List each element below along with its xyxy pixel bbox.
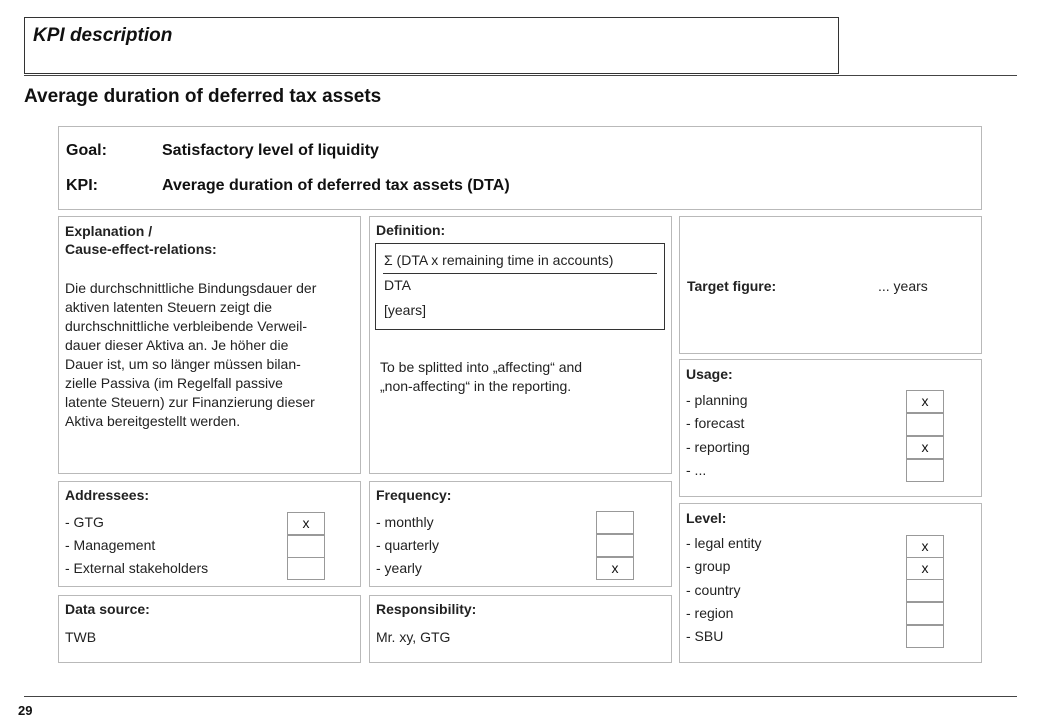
target-label: Target figure: (687, 278, 777, 294)
usage-checkbox-planning[interactable]: x (906, 390, 944, 413)
level-checkbox-country[interactable] (906, 579, 944, 602)
level-checkbox-legal-entity[interactable]: x (906, 535, 944, 558)
addressee-external: - External stakeholders (65, 560, 209, 576)
explanation-line: durchschnittliche verbleibende Verweil- (65, 318, 308, 334)
goal-key: Goal: (66, 142, 107, 159)
level-checkbox-group[interactable]: x (906, 557, 944, 580)
frequency-heading: Frequency: (376, 487, 452, 503)
usage-checkbox-reporting[interactable]: x (906, 436, 944, 459)
usage-item-reporting: - reporting (686, 439, 750, 455)
explanation-line: dauer dieser Aktiva an. Je höher die (65, 337, 289, 353)
usage-item-forecast: - forecast (686, 415, 745, 431)
addressees-heading: Addressees: (65, 487, 150, 503)
addressee-checkbox-gtg[interactable]: x (287, 512, 325, 535)
explanation-heading: Explanation / Cause-effect-relations: (65, 223, 217, 257)
formula-unit: [years] (384, 302, 427, 318)
frequency-checkbox-yearly[interactable]: x (596, 557, 634, 580)
addressee-checkbox-external[interactable] (287, 557, 325, 580)
formula-numerator: Σ (DTA x remaining time in accounts) (384, 252, 614, 268)
explanation-line: Die durchschnittliche Bindungsdauer der (65, 280, 317, 296)
explanation-line: aktiven latenten Steuern zeigt die (65, 299, 273, 315)
usage-item-planning: - planning (686, 392, 748, 408)
explanation-line: Dauer ist, um so länger müssen bilan- (65, 356, 301, 372)
definition-note-line: To be splitted into „affecting“ and (380, 359, 583, 375)
goal-kpi-panel (58, 126, 982, 210)
level-region: - region (686, 605, 734, 621)
frequency-yearly: - yearly (376, 560, 422, 576)
usage-checkbox-forecast[interactable] (906, 413, 944, 436)
goal-value: Satisfactory level of liquidity (162, 142, 379, 159)
frequency-checkbox-quarterly[interactable] (596, 534, 634, 557)
level-heading: Level: (686, 510, 727, 526)
addressee-management: - Management (65, 537, 156, 553)
data-source-heading: Data source: (65, 601, 150, 617)
frequency-checkbox-monthly[interactable] (596, 511, 634, 534)
kpi-value: Average duration of deferred tax assets (DTA) (162, 177, 510, 194)
fraction-line (383, 273, 657, 274)
level-sbu: - SBU (686, 628, 724, 644)
level-group: - group (686, 558, 731, 574)
footer-rule (24, 696, 1017, 697)
addressee-checkbox-management[interactable] (287, 535, 325, 558)
level-checkbox-region[interactable] (906, 602, 944, 625)
explanation-text (65, 279, 316, 431)
usage-checkbox-more[interactable] (906, 459, 944, 482)
usage-heading: Usage: (686, 366, 733, 382)
definition-heading: Definition: (376, 222, 446, 238)
explanation-line: zielle Passiva (im Regelfall passive (65, 375, 283, 391)
explanation-line: Aktiva bereitgestellt werden. (65, 413, 241, 429)
kpi-key: KPI: (66, 177, 98, 194)
frequency-quarterly: - quarterly (376, 537, 440, 553)
page-number: 29 (18, 703, 33, 718)
header-rule (24, 75, 1017, 76)
responsibility-value: Mr. xy, GTG (376, 629, 451, 645)
section-label: KPI description (33, 25, 173, 46)
addressee-gtg: - GTG (65, 514, 104, 530)
definition-note-line: „non-affecting“ in the reporting. (380, 378, 572, 394)
level-legal-entity: - legal entity (686, 535, 762, 551)
definition-note (380, 358, 582, 396)
data-source-value: TWB (65, 629, 97, 645)
usage-item-more: - ... (686, 462, 707, 478)
level-checkbox-sbu[interactable] (906, 625, 944, 648)
formula-denominator: DTA (384, 277, 411, 293)
frequency-monthly: - monthly (376, 514, 434, 530)
responsibility-heading: Responsibility: (376, 601, 477, 617)
target-value: ... years (878, 278, 928, 294)
page-title: Average duration of deferred tax assets (24, 86, 382, 107)
level-country: - country (686, 582, 741, 598)
explanation-line: latente Steuern) zur Finanzierung dieser (65, 394, 315, 410)
